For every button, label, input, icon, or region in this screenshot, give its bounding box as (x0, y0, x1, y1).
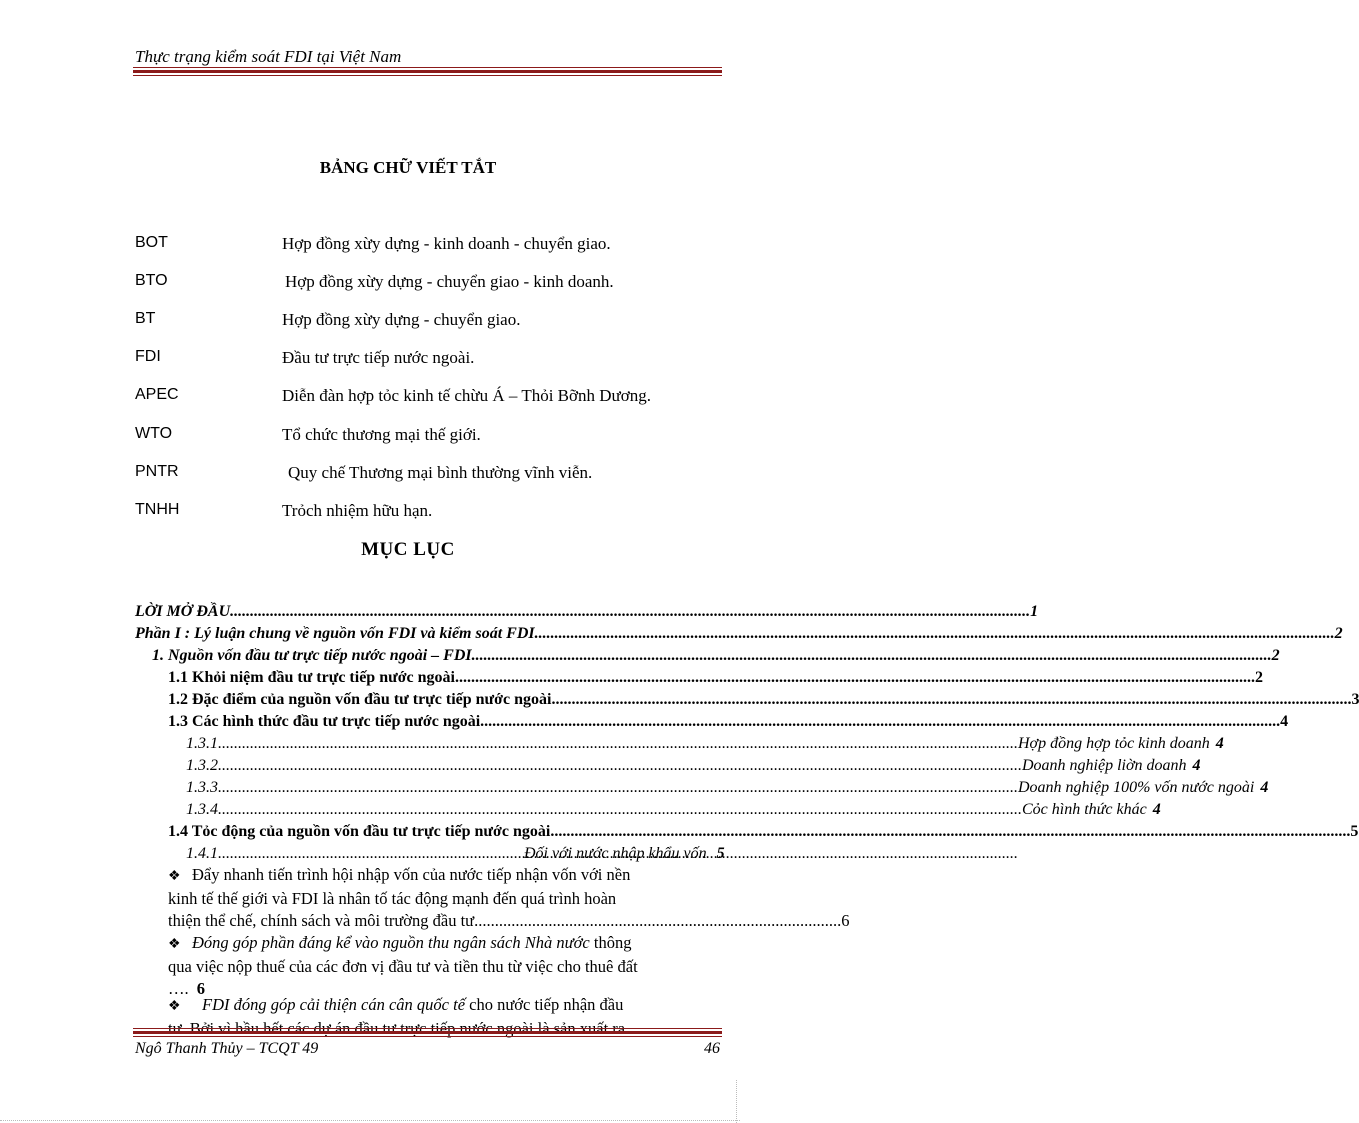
toc-leader (535, 625, 1335, 643)
toc-entry-page: 4 (1192, 757, 1201, 774)
toc-entry[interactable] (135, 625, 1343, 645)
toc-entry[interactable] (168, 691, 1359, 711)
abbreviation-value: Trỏch nhiệm hữu hạn. (282, 501, 433, 520)
toc-leader (218, 779, 1018, 797)
diamond-bullet-icon: ❖ (168, 937, 181, 952)
abbreviation-key: PNTR (135, 463, 179, 480)
paragraph-line (168, 910, 850, 932)
toc-entry[interactable] (152, 647, 1280, 667)
toc-leader (550, 823, 1350, 841)
toc-title: MỤC LỤC (361, 539, 455, 560)
footer-rule (133, 1031, 722, 1034)
toc-entry[interactable] (168, 713, 1289, 733)
toc-leader: ........................................................................................ (478, 911, 842, 930)
abbreviation-key: APEC (135, 386, 179, 403)
abbreviation-key: BT (135, 310, 156, 327)
paragraph-text: Đẩy nhanh tiến trình hội nhập vốn của nước tiếp nhận vốn với nền (192, 865, 631, 884)
abbreviation-value: Đầu tư trực tiếp nước ngoài. (282, 348, 475, 367)
toc-entry-suffix: Hợp đồng hợp tỏc kinh doanh (1018, 735, 1210, 752)
toc-entry-suffix: Đối với nước nhập khẩu vốn (524, 845, 707, 862)
paragraph-text: cho nước tiếp nhận đầu (465, 995, 624, 1014)
toc-leader (455, 669, 1255, 687)
header-rule-top (133, 67, 722, 68)
diamond-bullet-icon: ❖ (168, 999, 181, 1014)
toc-leader (218, 845, 508, 863)
abbreviation-value: Tổ chức thương mại thế giới. (282, 425, 481, 444)
toc-entry[interactable] (186, 757, 1201, 777)
toc-entry[interactable] (168, 669, 1263, 689)
paragraph-text: qua việc nộp thuế của các đơn vị đầu tư và tiền thu từ việc cho thuê đất (168, 957, 638, 976)
toc-entry-page: 2 (1271, 647, 1280, 664)
toc-entry-page: 1 (1030, 603, 1039, 620)
page-corner-mark (736, 1080, 737, 1123)
footer-author: Ngô Thanh Thủy – TCQT 49 (135, 1040, 319, 1057)
paragraph-text-italic: Đóng góp phần đáng kể vào nguồn thu ngân sách Nhà nước (192, 933, 590, 952)
toc-entry-page: 2 (1334, 625, 1343, 642)
toc-entry-label: 1.3.1 (186, 735, 218, 752)
page-number: 46 (704, 1040, 720, 1057)
paragraph-text-italic: FDI đóng góp cải thiện cán cân quốc tế (202, 995, 466, 1014)
toc-leader (472, 647, 1272, 665)
abbreviation-value: Diễn đàn hợp tỏc kinh tế chừu Á – Thỏi Bỡnh Dương. (282, 386, 651, 405)
toc-entry-page: 5 (716, 845, 725, 862)
toc-entry-page: 5 (1350, 823, 1359, 840)
toc-entry[interactable] (186, 845, 738, 865)
toc-paragraph (168, 932, 718, 1000)
toc-leader (218, 735, 1018, 753)
toc-entry[interactable] (186, 801, 1161, 821)
toc-entry-suffix: Cỏc hình thức khác (1022, 801, 1147, 818)
toc-entry-page: 2 (1255, 669, 1263, 686)
abbreviation-key: BTO (135, 272, 168, 289)
toc-entry-label: 1.1 Khỏi niệm đầu tư trực tiếp nước ngoài (168, 669, 455, 686)
paragraph-text: thiện thể chế, chính sách và môi trường đầu tư. (168, 911, 479, 930)
abbreviation-value: Hợp đồng xừy dựng - chuyển giao. (282, 310, 521, 329)
toc-leader (222, 801, 1022, 819)
paragraph-text: thông (589, 933, 632, 952)
toc-entry-label: 1.4.1 (186, 845, 218, 862)
toc-paragraph (168, 864, 850, 932)
abbreviation-key: TNHH (135, 501, 180, 518)
toc-entry-page: 4 (1260, 779, 1269, 796)
toc-entry-page: 4 (1280, 713, 1289, 730)
toc-entry[interactable] (186, 779, 1269, 799)
toc-leader (480, 713, 1280, 731)
footer-rule-top (133, 1028, 722, 1029)
abbreviation-key: WTO (135, 425, 173, 442)
toc-leader (551, 691, 1351, 709)
toc-entry-page: 4 (1215, 735, 1224, 752)
toc-entry-label: 1.4 Tỏc động của nguồn vốn đầu tư trực tiếp nước ngoài (168, 823, 551, 840)
toc-entry[interactable] (186, 735, 1224, 755)
header-rule (133, 70, 722, 73)
abbreviation-key: BOT (135, 234, 168, 251)
paragraph-text: …. (168, 979, 193, 998)
abbreviation-value: Quy chế Thương mại bình thường vĩnh viễn. (288, 463, 593, 482)
diamond-bullet-icon: ❖ (168, 869, 181, 884)
abbreviations-title: BẢNG CHỮ VIẾT TẮT (319, 158, 497, 177)
paragraph-text: kinh tế thế giới và FDI là nhân tố tác động mạnh đến quá trình hoàn (168, 889, 617, 908)
toc-entry-label: 1. Nguồn vốn đầu tư trực tiếp nước ngoài – FDI (152, 647, 472, 664)
abbreviation-value: Hợp đồng xừy dựng - kinh doanh - chuyển giao. (282, 234, 611, 253)
abbreviation-key: FDI (135, 348, 161, 365)
page-edge-guide (0, 1120, 740, 1121)
footer-rule-bottom (133, 1036, 722, 1037)
toc-entry-label: LỜI MỞ ĐẦU (135, 603, 231, 620)
toc-entry-label: 1.3 Các hình thức đầu tư trực tiếp nước ngoài (168, 713, 481, 730)
toc-entry-label: 1.3.3 (186, 779, 218, 796)
toc-leader (222, 757, 1022, 775)
toc-entry-suffix: Doanh nghiệp 100% vốn nước ngoài (1018, 779, 1255, 796)
toc-entry[interactable] (168, 823, 1359, 843)
toc-entry-suffix: Doanh nghiệp liờn doanh (1022, 757, 1187, 774)
toc-entry-label: 1.3.4. (186, 801, 222, 818)
toc-entry-page: 6 (841, 911, 850, 930)
toc-entry-page: 4 (1152, 801, 1161, 818)
running-header: Thực trạng kiểm soát FDI tại Việt Nam (135, 47, 402, 66)
toc-entry[interactable] (135, 603, 1039, 623)
toc-entry-label: 1.3.2. (186, 757, 222, 774)
toc-entry-page: 3 (1351, 691, 1359, 708)
toc-entry-label: Phần I : Lý luận chung về nguồn vốn FDI và kiểm soát FDI (135, 625, 535, 642)
toc-entry-label: 1.2 Đặc điểm của nguồn vốn đầu tư trực tiếp nước ngoài (168, 691, 552, 708)
toc-leader (230, 603, 1030, 621)
header-rule-bottom (133, 75, 722, 76)
toc-entry-page: 6 (196, 979, 205, 998)
abbreviation-value: Hợp đồng xừy dựng - chuyển giao - kinh doanh. (285, 272, 614, 291)
